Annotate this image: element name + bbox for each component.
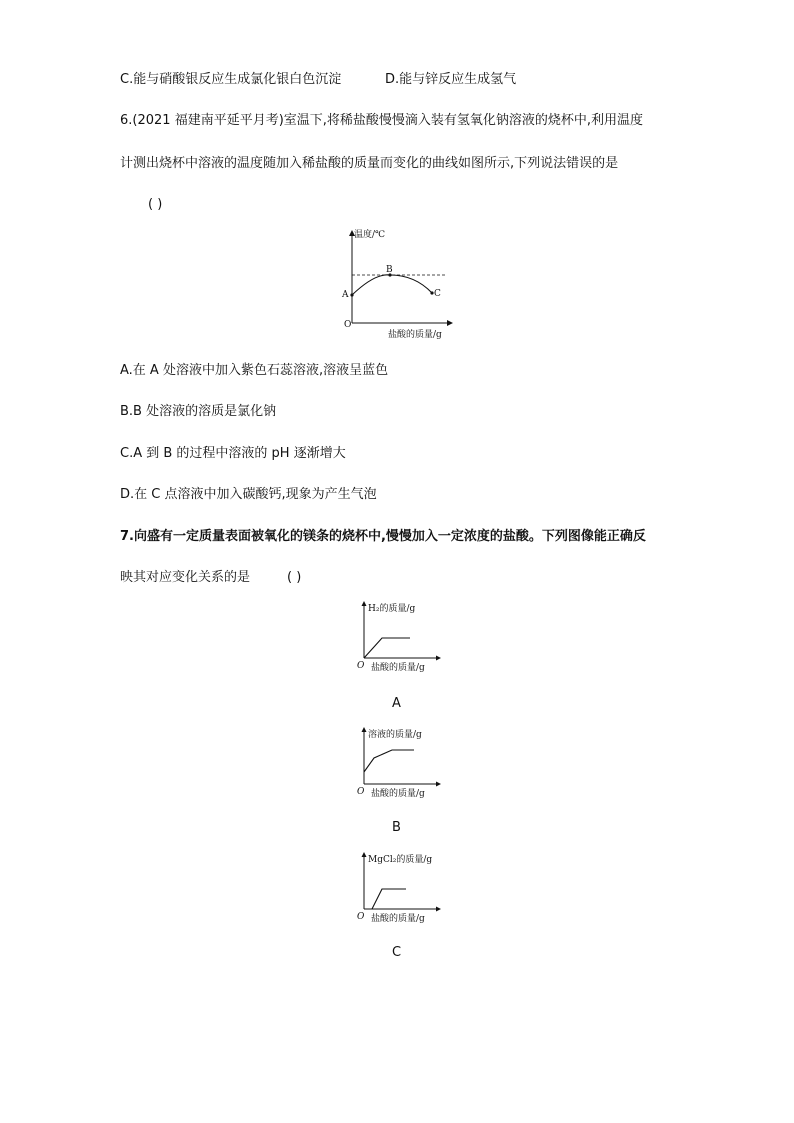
q7-graph-a (352, 598, 452, 678)
q7-stem-line1: 7.向盛有一定质量表面被氧化的镁条的烧杯中,慢慢加入一定浓度的盐酸。下列图像能正确反 (120, 529, 646, 544)
q6-option-c: C.A 到 B 的过程中溶液的 pH 逐渐增大 (120, 446, 346, 461)
y-axis-label: 溶液的质量/g (368, 730, 422, 740)
q6-stem-line2: 计测出烧杯中溶液的温度随加入稀盐酸的质量而变化的曲线如图所示,下列说法错误的是 (120, 156, 619, 171)
origin-label: O (344, 320, 352, 330)
point-c-label: C (434, 289, 441, 299)
point-a-label: A (342, 290, 349, 300)
point-b-label: B (386, 265, 393, 275)
q7-stem-line2: 映其对应变化关系的是 (120, 570, 251, 585)
x-axis-label: 盐酸的质量/g (371, 663, 425, 673)
q7-graph-a-caption: A (392, 696, 401, 711)
q7-answer-blank: ( ) (287, 570, 302, 585)
q7-graph-b (352, 724, 452, 804)
q6-answer-blank: ( ) (148, 197, 163, 212)
q5-option-d: D.能与锌反应生成氢气 (385, 72, 517, 87)
q7-graph-c-caption: C (392, 945, 402, 960)
y-axis-label: MgCl₂的质量/g (368, 855, 433, 865)
q6-stem-line1: 6.(2021 福建南平延平月考)室温下,将稀盐酸慢慢滴入装有氢氧化钠溶液的烧杯中,利用温度 (120, 113, 644, 128)
q6-option-b: B.B 处溶液的溶质是氯化钠 (120, 404, 277, 419)
mgcl2-mass-curve (364, 889, 406, 909)
q5-option-c: C.能与硝酸银反应生成氯化银白色沉淀 (120, 72, 342, 87)
origin-label: O (357, 661, 365, 671)
q7-graph-c (352, 849, 452, 929)
x-axis-label: 盐酸的质量/g (371, 789, 425, 799)
q6-option-a: A.在 A 处溶液中加入紫色石蕊溶液,溶液呈蓝色 (120, 363, 389, 378)
h2-mass-curve (364, 638, 410, 658)
x-axis-label: 盐酸的质量/g (388, 330, 442, 340)
y-axis-label: 温度/℃ (354, 230, 386, 240)
temperature-curve (352, 275, 432, 295)
q7-graph-b-caption: B (392, 820, 401, 835)
origin-label: O (357, 912, 365, 922)
x-axis-label: 盐酸的质量/g (371, 914, 425, 924)
q6-option-d: D.在 C 点溶液中加入碳酸钙,现象为产生气泡 (120, 487, 377, 502)
solution-mass-curve (364, 750, 414, 772)
y-axis-label: H₂的质量/g (368, 604, 416, 614)
point-a-marker (350, 293, 353, 296)
origin-label: O (357, 787, 365, 797)
q6-temperature-figure (330, 225, 460, 345)
